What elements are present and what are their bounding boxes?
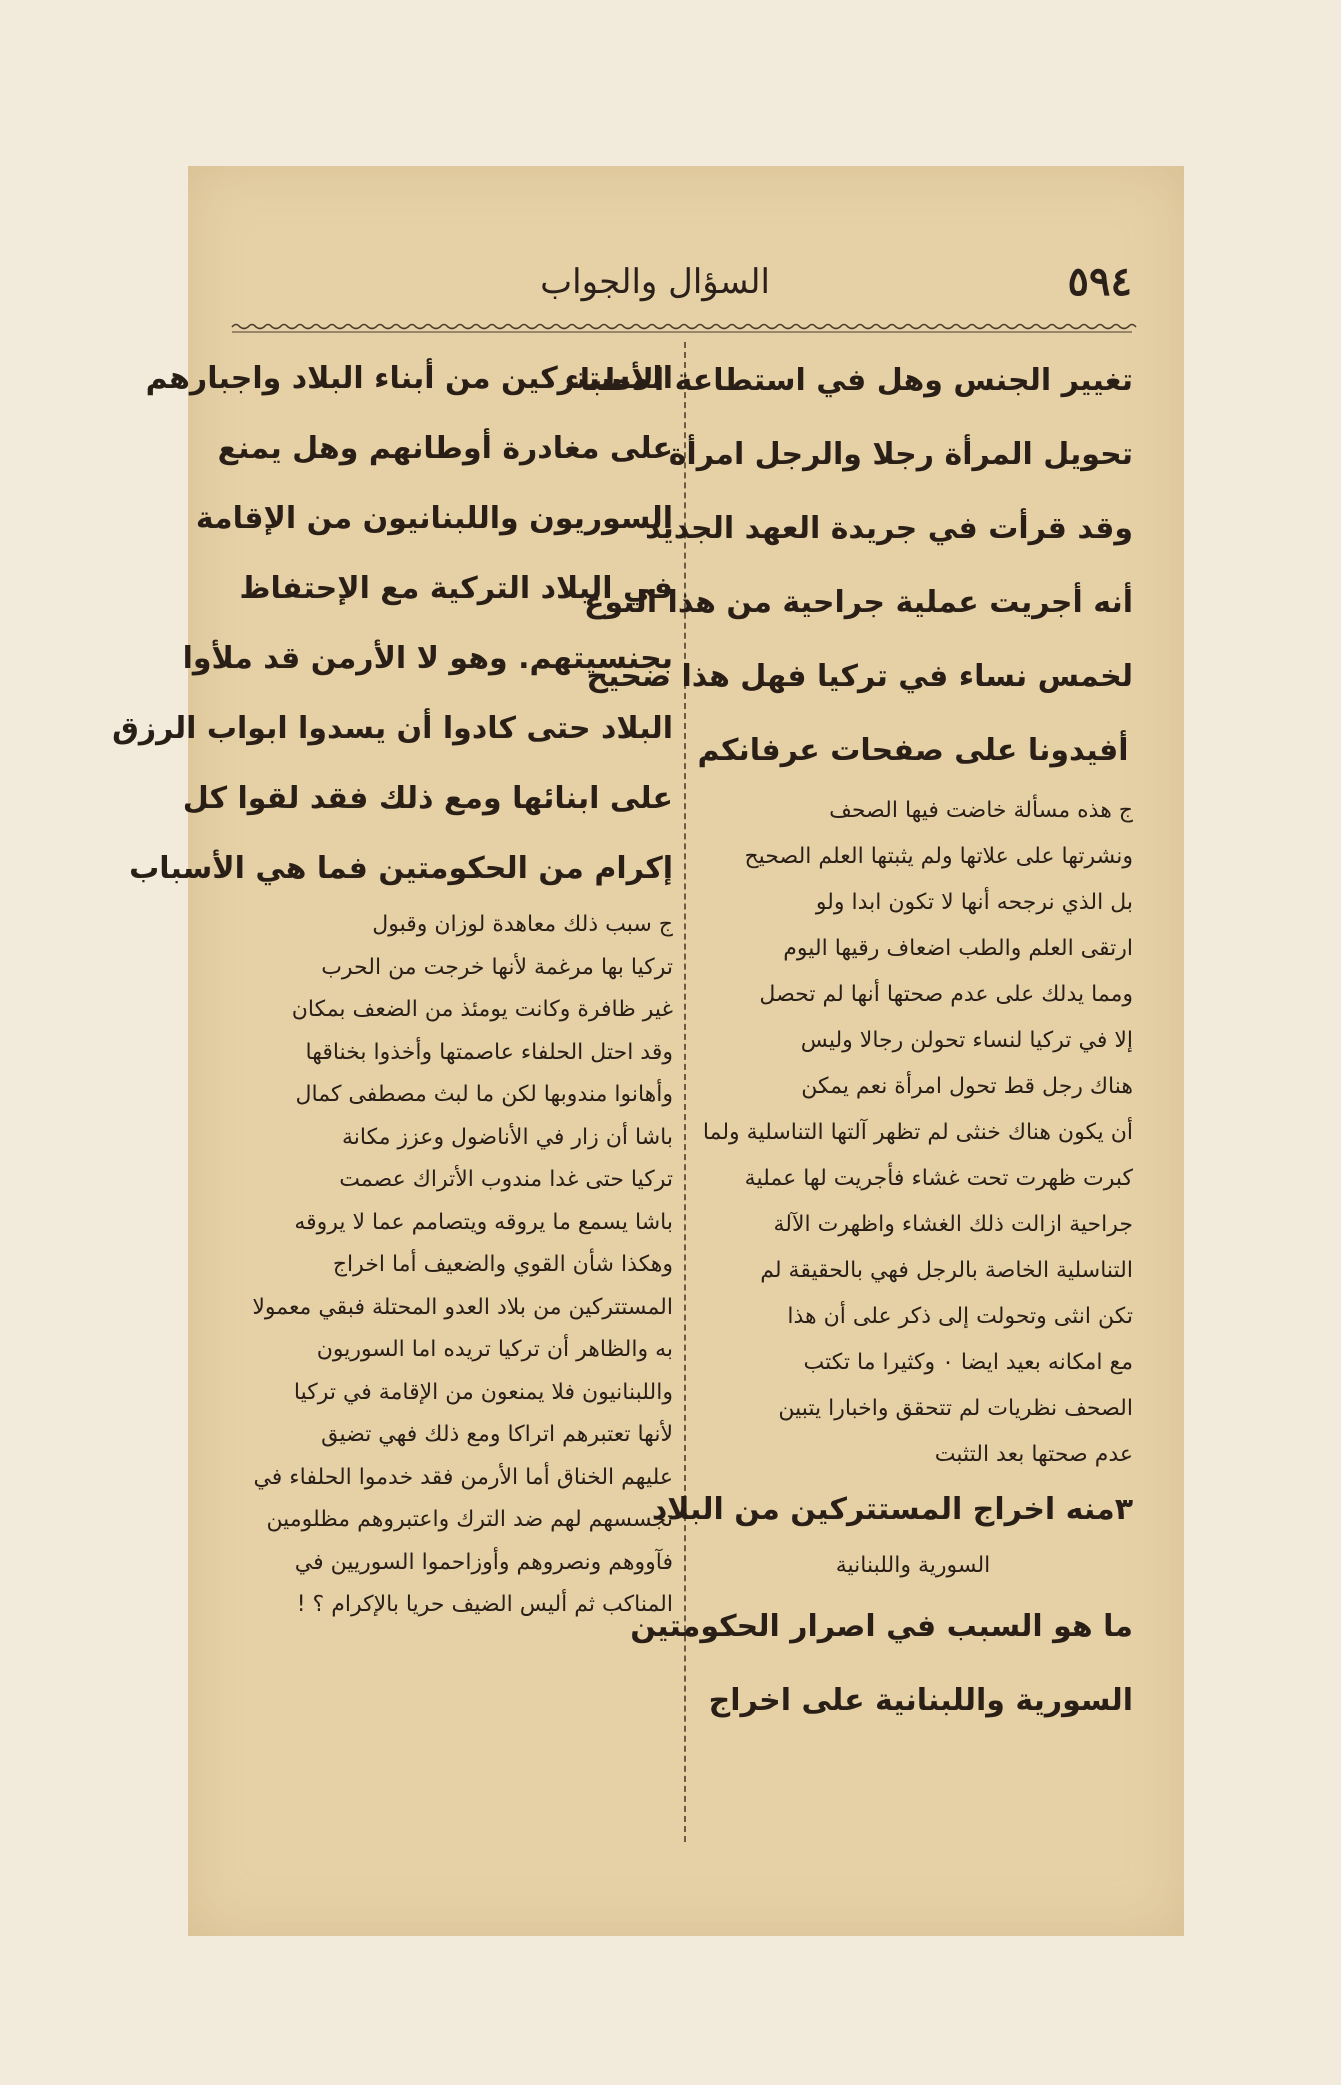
answer-line: عليهم الخناق أما الأرمن فقد خدموا الحلفاء في <box>253 1464 673 1490</box>
question-line: وقد قرأت في جريدة العهد الجديد <box>645 511 1133 546</box>
question-line: لخمس نساء في تركيا فهل هذا صحيح <box>586 659 1133 694</box>
answer-line: واللبنانيون فلا يمنعون من الإقامة في تركيا <box>293 1379 673 1405</box>
answer-line: تكن انثى وتحولت إلى ذكر على أن هذا <box>787 1304 1133 1329</box>
question-line: أنه أجريت عملية جراحية من هذا النوع <box>584 585 1133 620</box>
answer-line: إلا في تركيا لنساء تحولن رجالا وليس <box>800 1028 1133 1053</box>
question-line: السورية واللبنانية على اخراج <box>708 1683 1133 1718</box>
answer-line: هناك رجل قط تحول امرأة نعم يمكن <box>801 1074 1133 1099</box>
answer-line: غير ظافرة وكانت يومئذ من الضعف بمكان <box>291 997 673 1022</box>
answer-line: مع امكانه بعيد ايضا ٠ وكثيرا ما تكتب <box>803 1350 1133 1375</box>
question-line: البلاد حتى كادوا أن يسدوا ابواب الرزق <box>112 711 673 746</box>
answer-line: وقد احتل الحلفاء عاصمتها وأخذوا بخناقها <box>305 1039 673 1065</box>
answer-line: وأهانوا مندوبها لكن ما لبث مصطفى كمال <box>295 1082 673 1107</box>
answer-line: كبرت ظهرت تحت غشاء فأجريت لها عملية <box>744 1166 1133 1191</box>
left-column <box>112 344 673 1627</box>
answer-line: ج هذه مسألة خاضت فيها الصحف <box>829 798 1133 823</box>
answer-line: جراحية ازالت ذلك الغشاء واظهرت الآلة <box>773 1212 1133 1237</box>
answer-line: باشا أن زار في الأناضول وعزز مكانة <box>342 1124 673 1150</box>
page-number: ٥٩٤ <box>1067 258 1132 305</box>
question-line: تغيير الجنس وهل في استطاعة الأطباء <box>564 363 1133 398</box>
question-line: المستتركين من أبناء البلاد واجبارهم <box>145 361 673 396</box>
answer-line: تركيا بها مرغمة لأنها خرجت من الحرب <box>321 954 673 980</box>
answer-line: به والظاهر أن تركيا تريده اما السوريون <box>316 1337 673 1362</box>
answer-line: تجسسهم لهم ضد الترك واعتبروهم مظلومين <box>266 1507 673 1532</box>
wavy-rule-divider <box>232 321 1132 335</box>
running-title: السؤال والجواب <box>540 262 770 302</box>
right-column <box>564 344 1133 1738</box>
answer-line: عدم صحتها بعد التثبت <box>934 1442 1133 1467</box>
question-line: أفيدونا على صفحات عرفانكم <box>697 733 1129 768</box>
answer-line: ارتقى العلم والطب اضعاف رقيها اليوم <box>783 936 1133 961</box>
question-line: في البلاد التركية مع الإحتفاظ <box>239 571 673 606</box>
answer-line: وهكذا شأن القوي والضعيف أما اخراج <box>332 1252 673 1277</box>
answer-line: ونشرتها على علاتها ولم يثبتها العلم الصحيح <box>744 844 1133 869</box>
section-subheading: السورية واللبنانية <box>835 1553 991 1578</box>
answer-line: بل الذي نرجحه أنها لا تكون ابدا ولو <box>815 890 1133 915</box>
section-heading: ٣منه اخراج المستتركين من البلاد <box>651 1492 1133 1527</box>
answer-line: باشا يسمع ما يروقه ويتصامم عما لا يروقه <box>294 1209 673 1235</box>
question-line: بجنسيتهم. وهو لا الأرمن قد ملأوا <box>182 641 673 676</box>
question-line: ما هو السبب في اصرار الحكومتين <box>630 1609 1133 1644</box>
answer-line: ومما يدلك على عدم صحتها أنها لم تحصل <box>759 982 1133 1007</box>
answer-line: المناكب ثم أليس الضيف حريا بالإكرام ؟ ! <box>296 1592 673 1617</box>
question-line: تحويل المرأة رجلا والرجل امرأة <box>668 437 1133 472</box>
answer-line: فآووهم ونصروهم وأوزاحموا السوريين في <box>294 1549 673 1575</box>
question-line: السوريون واللبنانيون من الإقامة <box>195 501 673 536</box>
question-line: على ابنائها ومع ذلك فقد لقوا كل <box>182 781 673 816</box>
answer-line: الصحف نظريات لم تتحقق واخبارا يتبين <box>778 1396 1133 1421</box>
answer-line: تركيا حتى غدا مندوب الأتراك عصمت <box>339 1167 673 1192</box>
answer-line: لأنها تعتبرهم اتراكا ومع ذلك فهي تضيق <box>321 1422 673 1447</box>
answer-line: التناسلية الخاصة بالرجل فهي بالحقيقة لم <box>760 1258 1133 1283</box>
question-line: على مغادرة أوطانهم وهل يمنع <box>217 431 673 466</box>
answer-line: أن يكون هناك خنثى لم تظهر آلتها التناسلية ولما <box>702 1120 1133 1145</box>
page-header <box>232 258 1132 318</box>
book-page <box>112 166 1184 1936</box>
answer-line: ج سبب ذلك معاهدة لوزان وقبول <box>372 912 673 937</box>
question-line: إكرام من الحكومتين فما هي الأسباب <box>129 851 673 886</box>
answer-line: المستتركين من بلاد العدو المحتلة فبقي معمولا <box>252 1294 673 1320</box>
